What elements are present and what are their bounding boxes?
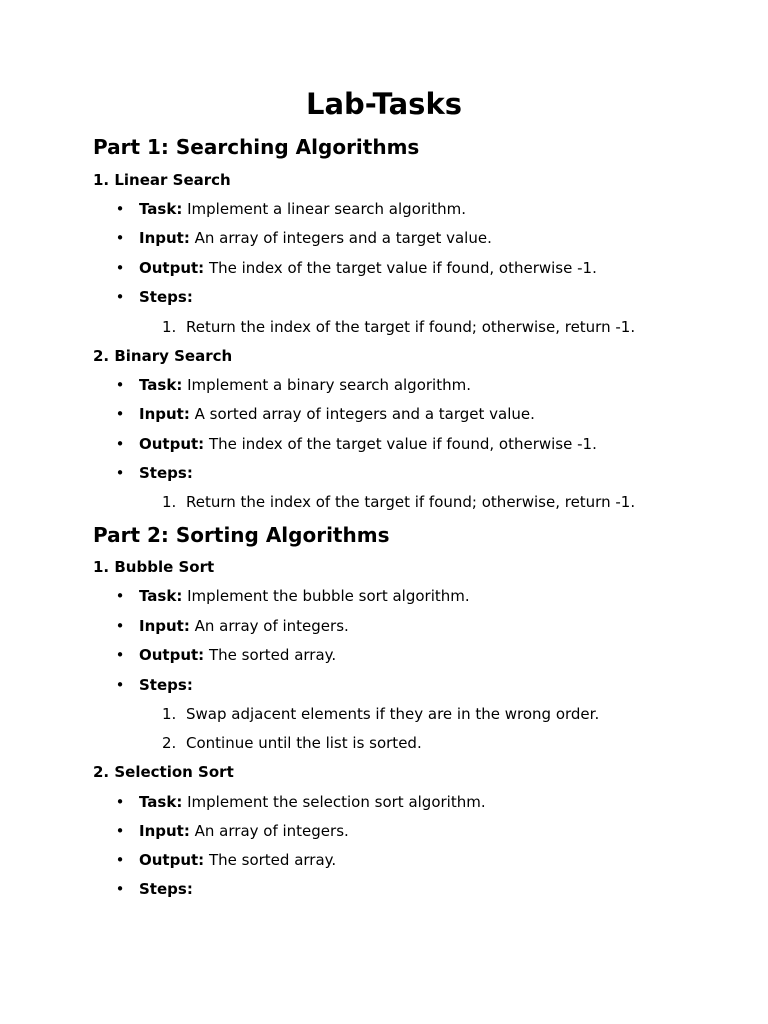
bubble-output-item — [115, 645, 337, 665]
bullet-icon: • — [115, 676, 125, 694]
bullet-icon: • — [115, 822, 125, 840]
input-text: An array of integers. — [194, 822, 349, 840]
task-text: Implement a binary search algorithm. — [187, 376, 471, 394]
step-text: Continue until the list is sorted. — [186, 734, 422, 752]
linear-task-item — [115, 199, 466, 219]
part-1-heading: Part 1: Searching Algorithms — [93, 135, 420, 159]
task-text: Implement the selection sort algorithm. — [187, 793, 486, 811]
bullet-icon: • — [115, 793, 125, 811]
linear-steps-item — [115, 287, 193, 307]
selection-input-item — [115, 821, 349, 841]
bubble-step-item — [162, 733, 422, 753]
linear-step-item — [162, 317, 635, 337]
bullet-icon: • — [115, 435, 125, 453]
output-text: The sorted array. — [208, 851, 337, 869]
step-text: Swap adjacent elements if they are in the wrong order. — [186, 705, 600, 723]
bubble-task-item — [115, 586, 470, 606]
selection-steps-item — [115, 879, 193, 899]
input-text: An array of integers. — [194, 617, 349, 635]
input-label: Input: — [139, 822, 190, 840]
bullet-icon: • — [115, 405, 125, 423]
bullet-icon: • — [115, 200, 125, 218]
task-label: Task: — [139, 793, 183, 811]
bullet-icon: • — [115, 646, 125, 664]
step-number: 1. — [162, 705, 177, 723]
bubble-step-item — [162, 704, 599, 724]
output-label: Output: — [139, 851, 205, 869]
step-number: 1. — [162, 493, 177, 511]
bullet-icon: • — [115, 880, 125, 898]
output-label: Output: — [139, 435, 205, 453]
input-text: An array of integers and a target value. — [194, 229, 492, 247]
bullet-icon: • — [115, 288, 125, 306]
bubble-sort-heading: 1. Bubble Sort — [93, 558, 215, 576]
step-text: Return the index of the target if found; otherwise, return -1. — [186, 493, 636, 511]
task-text: Implement the bubble sort algorithm. — [187, 587, 470, 605]
task-text: Implement a linear search algorithm. — [187, 200, 466, 218]
page-title: Lab-Tasks — [305, 87, 462, 121]
linear-input-item — [115, 228, 492, 248]
bullet-icon: • — [115, 851, 125, 869]
selection-task-item — [115, 792, 486, 812]
bullet-icon: • — [115, 259, 125, 277]
binary-step-item — [162, 492, 635, 512]
input-label: Input: — [139, 617, 190, 635]
input-text: A sorted array of integers and a target value. — [194, 405, 535, 423]
bullet-icon: • — [115, 376, 125, 394]
linear-search-heading: 1. Linear Search — [93, 171, 231, 189]
bubble-input-item — [115, 616, 349, 636]
bubble-steps-item — [115, 675, 193, 695]
binary-input-item — [115, 404, 535, 424]
output-label: Output: — [139, 646, 205, 664]
steps-label: Steps: — [139, 880, 193, 898]
bullet-icon: • — [115, 617, 125, 635]
linear-output-item — [115, 258, 597, 278]
binary-search-heading: 2. Binary Search — [93, 347, 233, 365]
part-2-heading: Part 2: Sorting Algorithms — [93, 523, 390, 547]
output-label: Output: — [139, 259, 205, 277]
task-label: Task: — [139, 587, 183, 605]
task-label: Task: — [139, 376, 183, 394]
binary-output-item — [115, 434, 597, 454]
binary-task-item — [115, 375, 471, 395]
bullet-icon: • — [115, 587, 125, 605]
output-text: The sorted array. — [208, 646, 337, 664]
bullet-icon: • — [115, 464, 125, 482]
task-label: Task: — [139, 200, 183, 218]
selection-sort-heading: 2. Selection Sort — [93, 763, 234, 781]
binary-steps-item — [115, 463, 193, 483]
step-number: 1. — [162, 318, 177, 336]
input-label: Input: — [139, 229, 190, 247]
output-text: The index of the target value if found, otherwise -1. — [208, 259, 597, 277]
steps-label: Steps: — [139, 288, 193, 306]
steps-label: Steps: — [139, 464, 193, 482]
input-label: Input: — [139, 405, 190, 423]
steps-label: Steps: — [139, 676, 193, 694]
step-number: 2. — [162, 734, 177, 752]
selection-output-item — [115, 850, 337, 870]
step-text: Return the index of the target if found; otherwise, return -1. — [186, 318, 636, 336]
bullet-icon: • — [115, 229, 125, 247]
output-text: The index of the target value if found, otherwise -1. — [208, 435, 597, 453]
